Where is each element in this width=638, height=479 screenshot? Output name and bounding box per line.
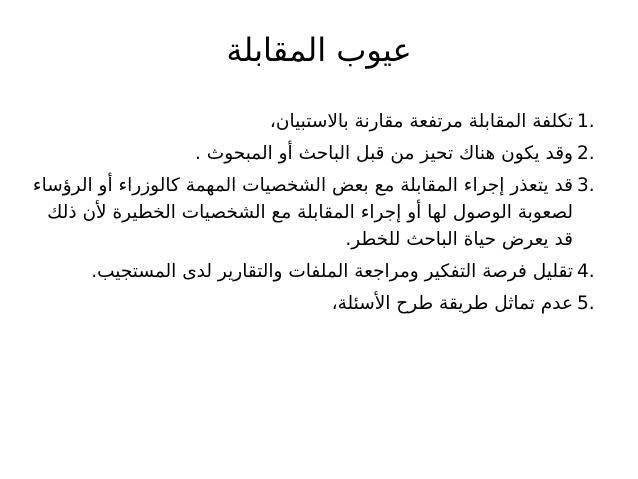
list-item-text: عدم تماثل طريقة طرح الأسئلة،	[331, 293, 573, 314]
list-item	[24, 290, 617, 317]
list-item-text: قد يتعذر إجراء المقابلة مع بعض الشخصيات المهمة كالوزراء أو الرؤساء لصعوبة الوصول لها أو إجراء المقابلة مع الشخصيات الخطيرة لأن ذلك قد يعرض حياة الباحث للخطر.	[32, 175, 573, 250]
list-item	[24, 108, 617, 135]
list-item-number: 4.	[577, 261, 595, 282]
list-item	[24, 258, 617, 285]
list-item-number: 3.	[577, 175, 595, 196]
list-item-text: تكلفة المقابلة مرتفعة مقارنة بالاستبيان،	[269, 111, 573, 132]
list-item	[24, 140, 617, 167]
list-item	[24, 172, 617, 253]
list-item-number: 5.	[577, 293, 595, 314]
list-item-number: 2.	[577, 143, 595, 164]
slide-title: عيوب المقابلة	[226, 31, 412, 69]
list-item-text: وقد يكون هناك تحيز من قبل الباحث أو المبحوث .	[195, 143, 573, 164]
list-item-text: تقليل فرصة التفكير ومراجعة الملفات والتقارير لدى المستجيب.	[91, 261, 573, 282]
list-item-number: 1.	[577, 111, 595, 132]
disadvantages-list	[24, 108, 617, 322]
